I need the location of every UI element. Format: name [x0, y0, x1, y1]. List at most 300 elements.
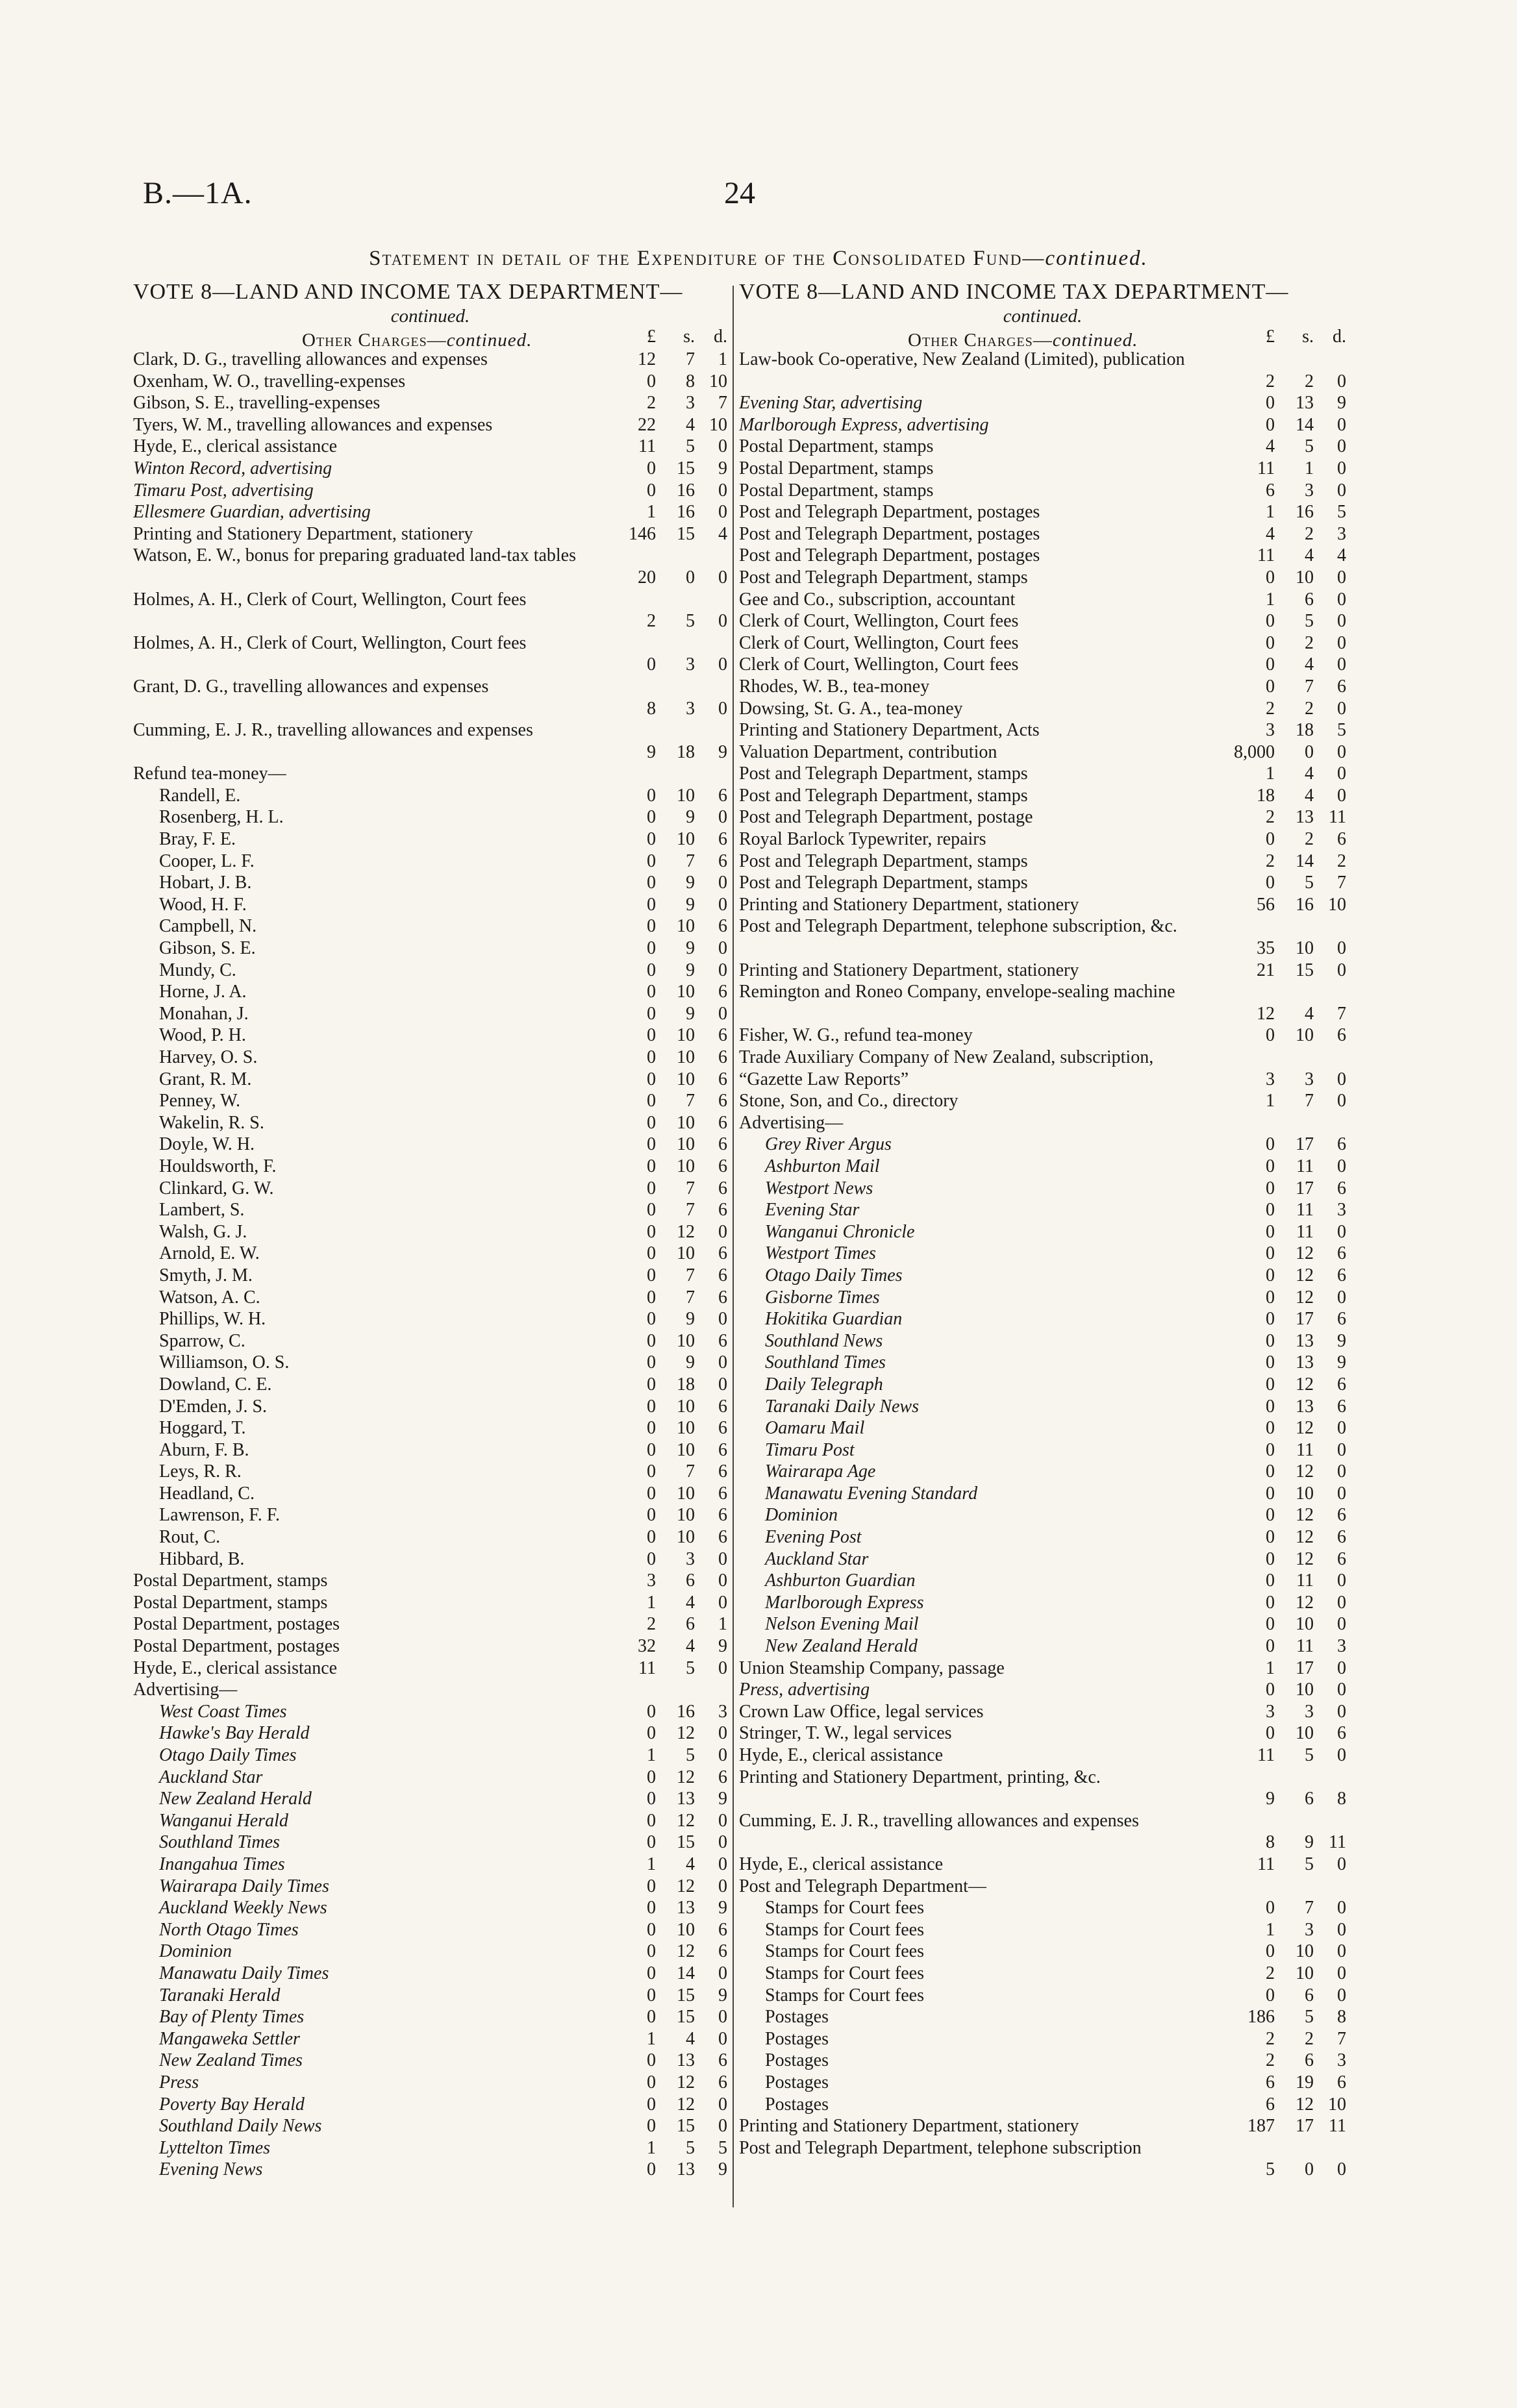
amount-pence: 6 [718, 1243, 727, 1264]
amount-shillings: 15 [677, 458, 695, 478]
amount-pounds: 0 [1266, 1178, 1275, 1198]
amount-pence: 0 [718, 1810, 727, 1831]
entry-description: Aburn, F. B. [159, 1439, 249, 1460]
entry-amount [1223, 2115, 1346, 2137]
entry-amount [1223, 894, 1346, 916]
entry-amount [1223, 1112, 1346, 1134]
amount-pence: 6 [1337, 1548, 1346, 1569]
entry-amount [610, 1985, 727, 2007]
amount-shillings: 12 [677, 1941, 695, 1962]
entry-description: Wanganui Chronicle [765, 1221, 915, 1242]
entry-amount [1223, 501, 1346, 523]
entry-description: Ashburton Mail [765, 1156, 880, 1176]
entry-row [133, 371, 727, 393]
entry-amount [610, 371, 727, 393]
amount-pence: 6 [718, 1091, 727, 1111]
entry-row [739, 1024, 1346, 1047]
entry-amount [610, 1919, 727, 1941]
amount-shillings: 5 [686, 2137, 695, 2158]
amount-pounds: 0 [1266, 1374, 1275, 1395]
entry-description: Auckland Star [159, 1767, 263, 1787]
entry-amount [610, 1767, 727, 1789]
amount-pounds: 0 [1266, 1221, 1275, 1242]
entry-amount [610, 523, 727, 545]
entry-description: Remington and Roneo Company, envelope-sealing machine [739, 982, 1175, 1002]
entry-description: Arnold, E. W. [159, 1243, 260, 1264]
entry-amount [1223, 1243, 1346, 1265]
amount-shillings: 11 [1296, 1156, 1314, 1176]
entry-amount [1223, 1308, 1346, 1330]
amount-pounds: 2 [647, 393, 656, 414]
amount-shillings: 6 [1305, 589, 1314, 610]
amount-pounds: 0 [1266, 1134, 1275, 1155]
entry-row [133, 1461, 727, 1483]
entry-row [739, 1439, 1346, 1461]
amount-pence: 6 [718, 1418, 727, 1439]
entry-amount [610, 981, 727, 1003]
entry-amount [610, 1963, 727, 1985]
entry-description: Printing and Stationery Department, stationery [739, 2116, 1079, 2137]
document-reference: B.—1A. [143, 176, 253, 210]
entry-amount [1223, 1003, 1346, 1025]
entry-description: Westport News [765, 1178, 873, 1198]
entry-amount [610, 915, 727, 937]
entry-amount [610, 1308, 727, 1330]
amount-shillings: 4 [1305, 1003, 1314, 1024]
column-divider [733, 286, 734, 2207]
entry-amount [1223, 1657, 1346, 1680]
amount-pounds: 187 [1247, 2116, 1275, 2137]
amount-pounds: 0 [647, 938, 656, 959]
amount-pounds: 0 [647, 1527, 656, 1548]
entry-row [739, 676, 1346, 698]
amount-shillings: 6 [1305, 2050, 1314, 2071]
amount-pounds: 0 [647, 1025, 656, 1046]
entry-description: Post and Telegraph Department, telephone subscription, &c. [739, 916, 1177, 937]
entry-description: Law-book Co-operative, New Zealand (Limited), publication [739, 349, 1185, 369]
amount-pounds: 0 [647, 1941, 656, 1962]
entry-amount [610, 1701, 727, 1723]
entry-description: Postages [765, 2007, 829, 2028]
amount-pounds: 0 [1266, 393, 1275, 414]
amount-pounds: 6 [1266, 2072, 1275, 2092]
entry-amount [610, 1504, 727, 1526]
entry-row [133, 1767, 727, 1789]
amount-pounds: 1 [1266, 1919, 1275, 1940]
amount-shillings: 10 [677, 1156, 695, 1176]
entry-row [133, 1635, 727, 1657]
entry-row [133, 1570, 727, 1592]
amount-pence: 4 [718, 523, 727, 544]
amount-pounds: 0 [647, 1243, 656, 1264]
entry-row [133, 1199, 727, 1221]
amount-pence: 0 [1337, 1221, 1346, 1242]
entry-description: Postages [765, 2094, 829, 2115]
amount-pence: 5 [718, 2137, 727, 2158]
entry-amount [610, 1657, 727, 1680]
amount-pounds: 0 [647, 1156, 656, 1176]
entry-description: Evening News [159, 2159, 263, 2180]
amount-shillings: 12 [677, 2072, 695, 2092]
amount-shillings: 8 [686, 371, 695, 391]
entry-row [133, 1657, 727, 1680]
entry-description: Bay of Plenty Times [159, 2007, 305, 2028]
entry-description: Randell, E. [159, 785, 241, 806]
entry-amount [610, 1417, 727, 1439]
entry-amount [1223, 1679, 1346, 1701]
entry-row [739, 850, 1346, 873]
amount-pence: 0 [1337, 938, 1346, 959]
entry-row [133, 981, 727, 1003]
amount-pounds: 0 [647, 1810, 656, 1831]
amount-pence: 6 [1337, 1025, 1346, 1046]
entry-description: Dowland, C. E. [159, 1374, 272, 1395]
amount-pence: 7 [1337, 873, 1346, 893]
entry-row [133, 436, 727, 458]
amount-pence: 7 [1337, 2028, 1346, 2049]
amount-shillings: 17 [1296, 1178, 1314, 1198]
entry-row [739, 567, 1346, 589]
amount-pounds: 0 [1266, 654, 1275, 675]
entry-amount [610, 1483, 727, 1505]
entry-description: Gisborne Times [765, 1287, 880, 1308]
entry-amount [1223, 1635, 1346, 1657]
entry-description: Walsh, G. J. [159, 1221, 247, 1242]
amount-shillings: 12 [1296, 1265, 1314, 1285]
amount-pounds: 2 [1266, 1963, 1275, 1983]
entry-description: Clerk of Court, Wellington, Court fees [739, 611, 1019, 632]
entry-row [739, 1592, 1346, 1614]
amount-shillings: 17 [1296, 2116, 1314, 2137]
entry-row [133, 785, 727, 807]
amount-pounds: 2 [1266, 371, 1275, 391]
entry-amount [610, 458, 727, 480]
amount-pounds: 0 [647, 1374, 656, 1395]
amount-pence: 0 [1337, 1483, 1346, 1504]
entry-description: Evening Post [765, 1527, 862, 1548]
entry-amount [1223, 2006, 1346, 2028]
entry-amount [610, 1810, 727, 1832]
amount-pence: 6 [718, 1178, 727, 1198]
entry-description: Post and Telegraph Department, postages [739, 545, 1040, 566]
amount-pence: 0 [1337, 458, 1346, 478]
amount-pence: 6 [718, 1941, 727, 1962]
entry-description: Marlborough Express, advertising [739, 414, 989, 435]
entry-description: Rosenberg, H. L. [159, 807, 284, 828]
amount-pounds: 0 [647, 654, 656, 675]
amount-pounds: 0 [647, 2116, 656, 2137]
entry-row [739, 523, 1346, 545]
amount-pence: 0 [718, 436, 727, 457]
entry-row [133, 1417, 727, 1439]
amount-pence: 10 [709, 414, 727, 435]
amount-pence: 0 [1337, 1439, 1346, 1460]
entry-row [133, 1897, 727, 1919]
amount-shillings: 16 [677, 502, 695, 523]
entry-row [739, 1396, 1346, 1418]
entry-description: Printing and Stationery Department, printing, &c. [739, 1767, 1101, 1787]
entry-amount [610, 2094, 727, 2116]
entry-row [133, 1876, 727, 1898]
entry-description: Oxenham, W. O., travelling-expenses [133, 371, 406, 391]
amount-shillings: 13 [677, 2159, 695, 2180]
entry-row [739, 349, 1346, 392]
entry-description: Harvey, O. S. [159, 1047, 258, 1067]
entry-description: Stringer, T. W., legal services [739, 1723, 952, 1744]
amount-pence: 1 [718, 1614, 727, 1635]
amount-shillings: 12 [677, 2094, 695, 2115]
entry-amount [610, 1592, 727, 1614]
entry-amount [610, 1090, 727, 1112]
entry-amount [1223, 719, 1346, 741]
entry-description: Clerk of Court, Wellington, Court fees [739, 632, 1019, 653]
entry-amount [610, 2137, 727, 2159]
amount-shillings: 5 [686, 611, 695, 632]
entry-amount [1223, 1156, 1346, 1178]
entry-row [739, 2028, 1346, 2050]
amount-pounds: 1 [647, 2137, 656, 2158]
entry-row [133, 763, 727, 785]
amount-pence: 5 [1337, 720, 1346, 741]
entry-amount [1223, 1897, 1346, 1919]
entry-row [739, 1156, 1346, 1178]
entry-row [133, 1941, 727, 1963]
amount-pounds: 0 [1266, 1483, 1275, 1504]
entry-description: Printing and Stationery Department, stationery [133, 523, 473, 544]
amount-pounds: 0 [647, 1483, 656, 1504]
amount-pence: 8 [1337, 1789, 1346, 1809]
amount-pounds: 0 [1266, 1330, 1275, 1351]
entry-row [133, 1112, 727, 1134]
entry-description: Printing and Stationery Department, Acts [739, 720, 1040, 741]
entry-row [133, 960, 727, 982]
entry-row [739, 872, 1346, 894]
amount-pence: 0 [718, 2007, 727, 2028]
amount-pounds: 2 [1266, 2028, 1275, 2049]
entry-row [739, 1178, 1346, 1200]
amount-pence: 1 [718, 349, 727, 369]
amount-pence: 6 [718, 1396, 727, 1417]
amount-pounds: 0 [647, 1330, 656, 1351]
amount-shillings: 10 [677, 916, 695, 937]
entry-description: Wanganui Herald [159, 1810, 288, 1831]
entry-amount [1223, 1963, 1346, 1985]
amount-pence: 9 [1337, 1330, 1346, 1351]
entry-description: Hawke's Bay Herald [159, 1723, 310, 1744]
entry-description: Taranaki Herald [159, 1985, 281, 2005]
amount-pounds: 1 [1266, 589, 1275, 610]
entry-row [739, 1897, 1346, 1919]
amount-pence: 3 [1337, 2050, 1346, 2071]
amount-shillings: 7 [686, 1200, 695, 1221]
entry-amount [1223, 414, 1346, 436]
entry-row [739, 1876, 1346, 1898]
amount-shillings: 18 [677, 741, 695, 762]
entry-description: Headland, C. [159, 1483, 255, 1504]
amount-pence: 0 [718, 502, 727, 523]
subheading-suffix: continued. [1052, 330, 1138, 351]
entry-row [133, 2050, 727, 2072]
entry-amount [1223, 371, 1346, 393]
entry-row [133, 1352, 727, 1374]
amount-shillings: 1 [1305, 458, 1314, 478]
entry-description: Campbell, N. [159, 916, 257, 937]
amount-shillings: 12 [1296, 1592, 1314, 1613]
amount-shillings: 10 [677, 1330, 695, 1351]
amount-pounds: 0 [1266, 567, 1275, 588]
amount-shillings: 7 [1305, 1898, 1314, 1918]
amount-shillings: 3 [1305, 1069, 1314, 1089]
amount-pounds: 0 [1266, 873, 1275, 893]
entry-row [133, 1722, 727, 1744]
amount-pounds: 0 [647, 1003, 656, 1024]
amount-pounds: 32 [638, 1636, 656, 1657]
amount-pence: 0 [1337, 567, 1346, 588]
entry-row [133, 1679, 727, 1701]
amount-pence: 6 [718, 1265, 727, 1285]
entry-amount [1223, 1439, 1346, 1461]
amount-pounds: 0 [1266, 1527, 1275, 1548]
amount-shillings: 17 [1296, 1309, 1314, 1330]
amount-pounds: 0 [1266, 1156, 1275, 1176]
amount-shillings: 2 [1305, 523, 1314, 544]
amount-pence: 0 [718, 1570, 727, 1591]
entry-description: Penney, W. [159, 1091, 240, 1111]
amount-pounds: 0 [1266, 1985, 1275, 2005]
amount-pence: 0 [1337, 698, 1346, 719]
vote-title: VOTE 8—LAND AND INCOME TAX DEPARTMENT— [133, 280, 683, 304]
entry-description: Rhodes, W. B., tea-money [739, 676, 930, 697]
entry-amount [1223, 1919, 1346, 1941]
entry-amount [610, 828, 727, 850]
entry-amount [610, 937, 727, 960]
amount-pounds: 0 [1266, 1418, 1275, 1439]
amount-shillings: 2 [1305, 632, 1314, 653]
amount-pounds: 0 [1266, 1723, 1275, 1744]
entry-amount [1223, 1265, 1346, 1287]
amount-shillings: 5 [1305, 611, 1314, 632]
amount-pence: 0 [718, 873, 727, 893]
amount-shillings: 2 [1305, 371, 1314, 391]
amount-pence: 6 [1337, 1374, 1346, 1395]
amount-shillings: 13 [1296, 807, 1314, 828]
entry-amount [610, 850, 727, 873]
entry-description: Grant, R. M. [159, 1069, 252, 1089]
entry-description: Southland Times [159, 1832, 280, 1853]
amount-pence: 6 [718, 829, 727, 850]
amount-shillings: 9 [1305, 1832, 1314, 1853]
entry-description: Printing and Stationery Department, stationery [739, 894, 1079, 915]
amount-pounds: 0 [1266, 1439, 1275, 1460]
entry-description: Postal Department, stamps [739, 458, 934, 478]
entry-amount [610, 1526, 727, 1548]
entry-row [133, 1701, 727, 1723]
entry-amount [1223, 1592, 1346, 1614]
entry-description: Smyth, J. M. [159, 1265, 253, 1285]
entry-amount [610, 567, 727, 589]
entry-amount [1223, 1941, 1346, 1963]
entry-row [133, 937, 727, 960]
amount-pence: 0 [1337, 1657, 1346, 1678]
entry-amount [610, 1330, 727, 1352]
amount-pence: 6 [718, 1134, 727, 1155]
amount-pounds: 0 [1266, 829, 1275, 850]
amount-shillings: 7 [686, 1287, 695, 1308]
currency-header [1223, 327, 1346, 349]
entry-description: Hokitika Guardian [765, 1309, 903, 1330]
amount-pence: 0 [718, 480, 727, 501]
amount-shillings: 10 [677, 982, 695, 1002]
entry-description: Grey River Argus [765, 1134, 892, 1155]
entry-description: Grant, D. G., travelling allowances and expenses [133, 676, 489, 697]
amount-shillings: 5 [1305, 1854, 1314, 1874]
amount-shillings: 4 [1305, 654, 1314, 675]
amount-pounds: 9 [1266, 1789, 1275, 1809]
entry-description: Union Steamship Company, passage [739, 1657, 1005, 1678]
entry-row [739, 1221, 1346, 1243]
amount-pounds: 0 [647, 1112, 656, 1133]
entry-description: Evening Star [765, 1200, 860, 1221]
amount-pounds: 2 [1266, 850, 1275, 871]
amount-shillings: 7 [686, 850, 695, 871]
entry-description: Hoggard, T. [159, 1418, 246, 1439]
entry-description: Marlborough Express [765, 1592, 924, 1613]
entry-amount [610, 1352, 727, 1374]
amount-pounds: 0 [647, 1200, 656, 1221]
entry-description: D'Emden, J. S. [159, 1396, 268, 1417]
entry-description: Otago Daily Times [159, 1745, 297, 1765]
amount-pence: 0 [1337, 1069, 1346, 1089]
amount-pounds: 0 [647, 1352, 656, 1373]
entry-row [739, 545, 1346, 567]
entry-amount [610, 1156, 727, 1178]
entry-amount [1223, 1221, 1346, 1243]
amount-shillings: 12 [1296, 1461, 1314, 1482]
amount-pounds: 0 [647, 1919, 656, 1940]
entry-description: Fisher, W. G., refund tea-money [739, 1025, 973, 1046]
entry-description: Postal Department, postages [133, 1614, 340, 1635]
entry-amount [610, 1069, 727, 1091]
amount-pence: 6 [718, 1767, 727, 1787]
entry-description: Evening Star, advertising [739, 393, 923, 414]
entry-row [133, 2072, 727, 2094]
amount-pence: 6 [718, 2050, 727, 2071]
amount-pounds: 0 [647, 458, 656, 478]
entry-description: Daily Telegraph [765, 1374, 883, 1395]
amount-shillings: 3 [1305, 480, 1314, 501]
entry-row [739, 1570, 1346, 1592]
amount-pounds: 11 [1257, 458, 1275, 478]
entry-row [739, 1744, 1346, 1767]
amount-shillings: 2 [1305, 698, 1314, 719]
amount-pence: 6 [718, 1025, 727, 1046]
entry-amount [1223, 1483, 1346, 1505]
entry-row [133, 1003, 727, 1025]
entry-amount [610, 1461, 727, 1483]
amount-pence: 0 [718, 807, 727, 828]
entry-amount [610, 1744, 727, 1767]
entry-description: Wairarapa Daily Times [159, 1876, 329, 1896]
amount-shillings: 10 [1296, 1483, 1314, 1504]
amount-shillings: 10 [677, 1112, 695, 1133]
entry-amount [1223, 1287, 1346, 1309]
entry-row [739, 741, 1346, 763]
entry-description: Post and Telegraph Department— [739, 1876, 986, 1896]
entry-amount [610, 1396, 727, 1418]
amount-pence: 0 [718, 654, 727, 675]
entry-description: Timaru Post [765, 1439, 855, 1460]
amount-shillings: 11 [1296, 1221, 1314, 1242]
